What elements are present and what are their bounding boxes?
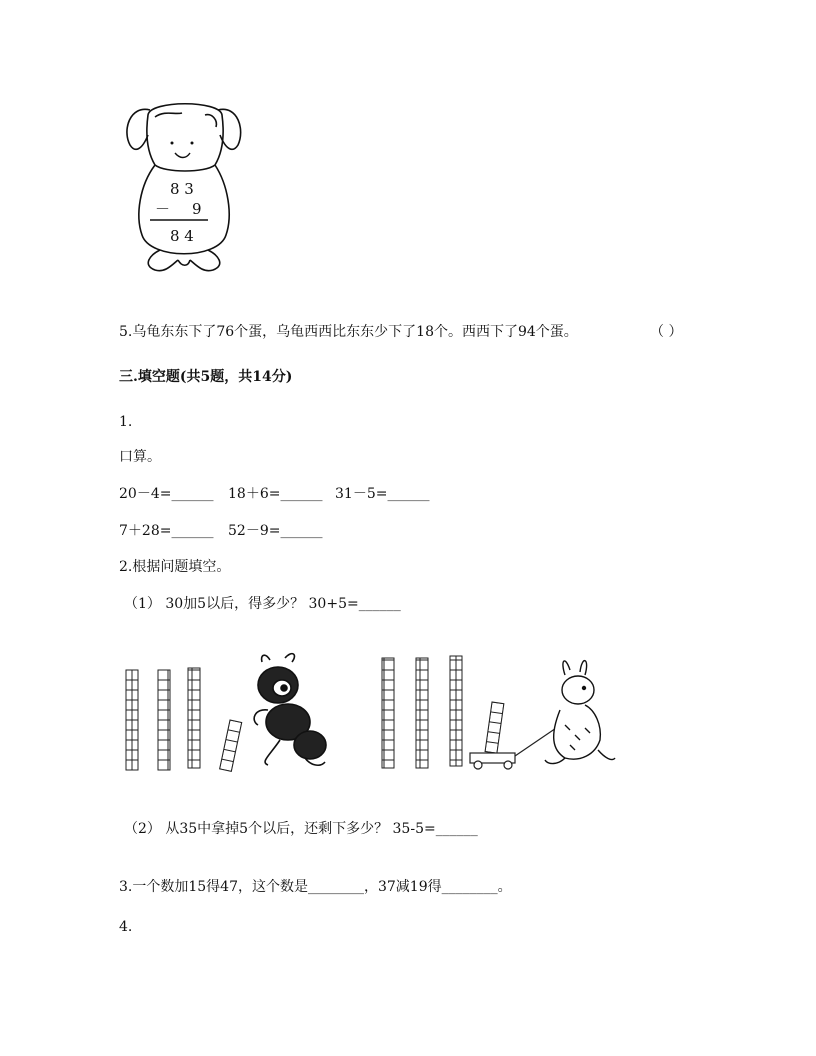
section-3-title: 三.填空题(共5题，共14分) (119, 369, 293, 385)
dog-result: 8 4 (170, 227, 194, 245)
mental-math-5: 52－9=______ (228, 523, 323, 539)
blocks-ant-rabbit-illustration (120, 650, 620, 775)
mental-math-1: 20－4=______ (119, 486, 214, 502)
problem-2-sub-1: （1） 30加5以后，得多少？ 30+5=______ (124, 596, 401, 612)
problem-2-sub-2: （2） 从35中拿掉5个以后，还剩下多少？ 35-5=______ (124, 821, 478, 837)
problem-3: 3.一个数加15得47，这个数是________，37减19得________。 (119, 879, 512, 895)
question-5-answer-blank: （ ） (650, 324, 683, 340)
mental-math-4: 7＋28=______ (119, 523, 214, 539)
problem-2-title: 2.根据问题填空。 (119, 559, 231, 575)
problem-1-heading: 口算。 (119, 449, 161, 465)
problem-4-number: 4. (119, 919, 133, 935)
mental-math-3: 31－5=______ (335, 486, 430, 502)
dog-minus-sign: － (155, 200, 171, 218)
problem-1-number: 1. (119, 414, 133, 430)
question-5: 5.乌龟东东下了76个蛋，乌龟西西比东东少下了18个。西西下了94个蛋。 (119, 324, 578, 340)
dog-subtrahend: 9 (192, 200, 202, 218)
dog-top-number: 8 3 (170, 180, 194, 198)
mental-math-2: 18＋6=______ (228, 486, 323, 502)
